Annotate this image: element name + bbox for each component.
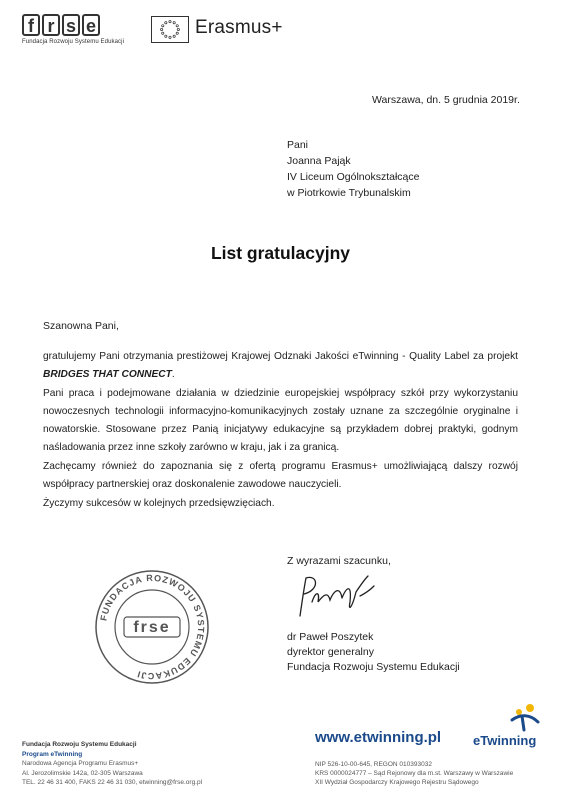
addressee-line: IV Liceum Ogólnokształcące: [287, 171, 420, 183]
signer-organization: Fundacja Rozwoju Systemu Edukacji: [287, 661, 460, 673]
stamp-ring-text: FUNDACJA ROZWOJU SYSTEMU EDUKACJI: [98, 572, 207, 682]
footer-website-link[interactable]: www.etwinning.pl: [315, 729, 442, 746]
addressee-line: Joanna Pająk: [287, 155, 351, 167]
letter-body: [43, 348, 518, 514]
salutation: Szanowna Pani,: [43, 320, 119, 332]
letter-title: List gratulacyjny: [210, 243, 351, 263]
body-text-span: .: [171, 369, 175, 380]
signer-role: dyrektor generalny: [287, 646, 374, 658]
addressee-block: [287, 137, 419, 201]
frse-logo: [22, 14, 125, 45]
frse-caption: Fundacja Rozwoju Systemu Edukacji: [22, 39, 125, 45]
eu-flag-icon: [151, 16, 189, 43]
footer-line: KRS 0000024777 – Sąd Rejonowy dla m.st. Warszawy w Warszawie: [315, 770, 514, 777]
logo-letter: s: [62, 14, 80, 36]
project-name: BRIDGES THAT CONNECT: [43, 369, 172, 380]
body-paragraph: Zachęcamy również do zapoznania się z ofertą programu Erasmus+ umożliwiającą dalszy rozwój współpracy partnerskiej oraz doskonalenie zawodowe nauczycieli.: [43, 461, 518, 490]
footer-line: Narodowa Agencja Programu Erasmus+: [22, 760, 139, 767]
stamp-center-text: frse: [133, 619, 171, 636]
signer-name: dr Paweł Poszytek: [287, 631, 374, 643]
footer-registry: [315, 760, 513, 787]
logo-letter: e: [82, 14, 100, 36]
signer-block: [287, 630, 460, 675]
footer-line: TEL. 22 46 31 400, FAKS 22 46 31 030, etwinning@frse.org.pl: [22, 779, 203, 786]
addressee-line: w Piotrkowie Trybunalskim: [287, 187, 411, 199]
logo-letter: f: [22, 14, 40, 36]
closing-line: Z wyrazami szacunku,: [287, 555, 391, 567]
footer-line: Fundacja Rozwoju Systemu Edukacji: [22, 741, 137, 748]
etwinning-logo-text: eTwinning: [473, 733, 537, 748]
footer-address: [22, 740, 202, 788]
body-paragraph: Życzymy sukcesów w kolejnych przedsięwzięciach.: [43, 498, 275, 509]
letter-date: Warszawa, dn. 5 grudnia 2019r.: [372, 94, 520, 106]
footer-line: XII Wydział Gospodarczy Krajowego Rejestru Sądowego: [315, 779, 479, 786]
addressee-line: Pani: [287, 139, 309, 151]
logo-letter: r: [42, 14, 60, 36]
handwritten-signature: [290, 572, 380, 624]
footer-line: NIP 526-10-00-645, REGON 010393032: [315, 761, 432, 768]
body-paragraph: Pani praca i podejmowane działania w dziedzinie europejskiej współpracy szkół przy wykorzystaniu nowoczesnych technologii informacyjno-komunikacyjnych zostały uznane za szczególnie oryginalne i nowatorskie. Stosowane przez Panią inicjatywy edukacyjne są przykładem dobrej praktyki, godnym naśladowania przez inne szkoły zarówno w kraju, jak i za granicą.: [43, 388, 518, 453]
erasmus-label: Erasmus+: [195, 17, 283, 38]
body-text-span: gratulujemy Pani otrzymania prestiżowej Krajowej Odznaki Jakości eTwinning - Quality Label za projekt: [43, 351, 518, 362]
footer-line: Al. Jerozolimskie 142a, 02-305 Warszawa: [22, 769, 143, 777]
frse-letters: [22, 14, 117, 36]
footer-line: Program eTwinning: [22, 750, 83, 758]
official-stamp: [92, 567, 212, 687]
body-paragraph: [43, 348, 518, 384]
